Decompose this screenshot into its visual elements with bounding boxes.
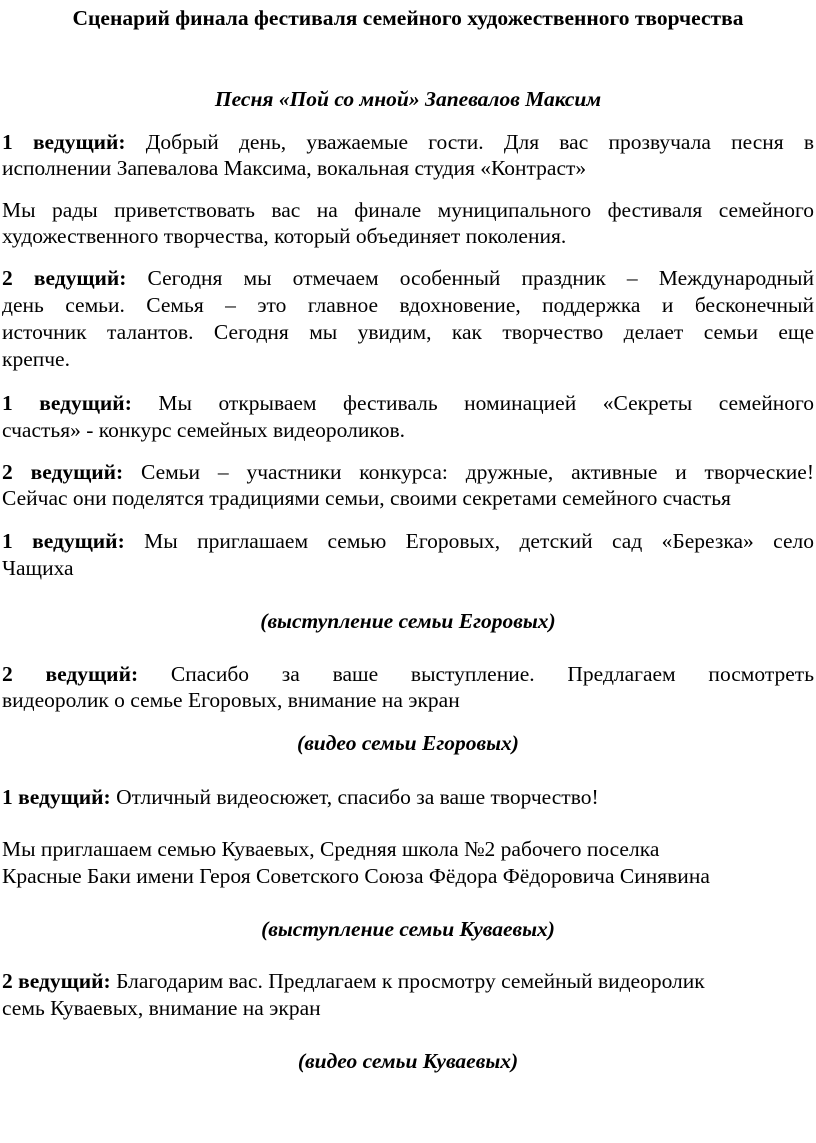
paragraph-text: Спасибо за ваше выступление. Предлагаем посмотреть bbox=[170, 662, 814, 686]
document-title: Сценарий финала фестиваля семейного художественного творчества bbox=[72, 6, 744, 30]
paragraph-text: Добрый день, уважаемые гости. Для вас прозвучала песня в bbox=[145, 130, 814, 154]
paragraph-line bbox=[2, 459, 814, 485]
paragraph-line bbox=[2, 661, 814, 687]
speaker-label: 1 ведущий: bbox=[2, 785, 111, 809]
paragraph-line: Сейчас они поделятся традициями семьи, своими секретами семейного счастья bbox=[2, 486, 731, 510]
speaker-label: 1 ведущий: bbox=[2, 529, 125, 553]
paragraph-text: Мы приглашаем семью Егоровых, детский сад «Березка» село bbox=[144, 529, 814, 553]
paragraph-line: художественного творчества, который объединяет поколения. bbox=[2, 224, 567, 248]
paragraph-line: исполнении Запевалова Максима, вокальная студия «Контраст» bbox=[2, 156, 587, 180]
paragraph-line: источник талантов. Сегодня мы увидим, как творчество делает семьи еще bbox=[2, 320, 814, 344]
paragraph-line bbox=[2, 528, 814, 554]
paragraph-line: Мы рады приветствовать вас на финале муниципального фестиваля семейного bbox=[2, 198, 814, 222]
stage-direction: (выступление семьи Егоровых) bbox=[260, 609, 556, 633]
paragraph-text: Мы открываем фестиваль номинацией «Секреты семейного bbox=[158, 391, 814, 415]
paragraph-line bbox=[2, 129, 814, 155]
speaker-label: 2 ведущий: bbox=[2, 662, 139, 686]
speaker-label: 1 ведущий: bbox=[2, 130, 126, 154]
paragraph-line: Красные Баки имени Героя Советского Союза Фёдора Фёдоровича Синявина bbox=[2, 864, 710, 888]
paragraph-line bbox=[2, 390, 814, 416]
stage-direction: (видео семьи Куваевых) bbox=[297, 1049, 519, 1073]
paragraph-line: счастья» - конкурс семейных видеороликов. bbox=[2, 418, 405, 442]
paragraph-text: Сегодня мы отмечаем особенный праздник – Международный bbox=[147, 266, 814, 290]
stage-direction: (видео семьи Егоровых) bbox=[297, 731, 519, 755]
paragraph-text: Отличный видеосюжет, спасибо за ваше творчество! bbox=[116, 785, 599, 809]
stage-direction: (выступление семьи Куваевых) bbox=[261, 917, 555, 941]
paragraph-line: видеоролик о семье Егоровых, внимание на экран bbox=[2, 688, 460, 712]
speaker-label: 1 ведущий: bbox=[2, 391, 132, 415]
paragraph-line: день семьи. Семья – это главное вдохновение, поддержка и бесконечный bbox=[2, 293, 814, 317]
speaker-label: 2 ведущий: bbox=[2, 460, 124, 484]
paragraph-text: Семьи – участники конкурса: дружные, активные и творческие! bbox=[141, 460, 814, 484]
paragraph-line bbox=[2, 784, 599, 810]
speaker-label: 2 ведущий: bbox=[2, 969, 111, 993]
paragraph-line: семь Куваевых, внимание на экран bbox=[2, 996, 321, 1020]
paragraph-text: Благодарим вас. Предлагаем к просмотру семейный видеоролик bbox=[116, 969, 705, 993]
paragraph-line bbox=[2, 265, 814, 291]
paragraph-line: Мы приглашаем семью Куваевых, Средняя школа №2 рабочего поселка bbox=[2, 837, 660, 861]
speaker-label: 2 ведущий: bbox=[2, 266, 127, 290]
paragraph-line: крепче. bbox=[2, 347, 70, 371]
paragraph-line: Чащиха bbox=[2, 556, 74, 580]
song-heading: Песня «Пой со мной» Запевалов Максим bbox=[214, 87, 602, 111]
paragraph-line bbox=[2, 968, 705, 994]
